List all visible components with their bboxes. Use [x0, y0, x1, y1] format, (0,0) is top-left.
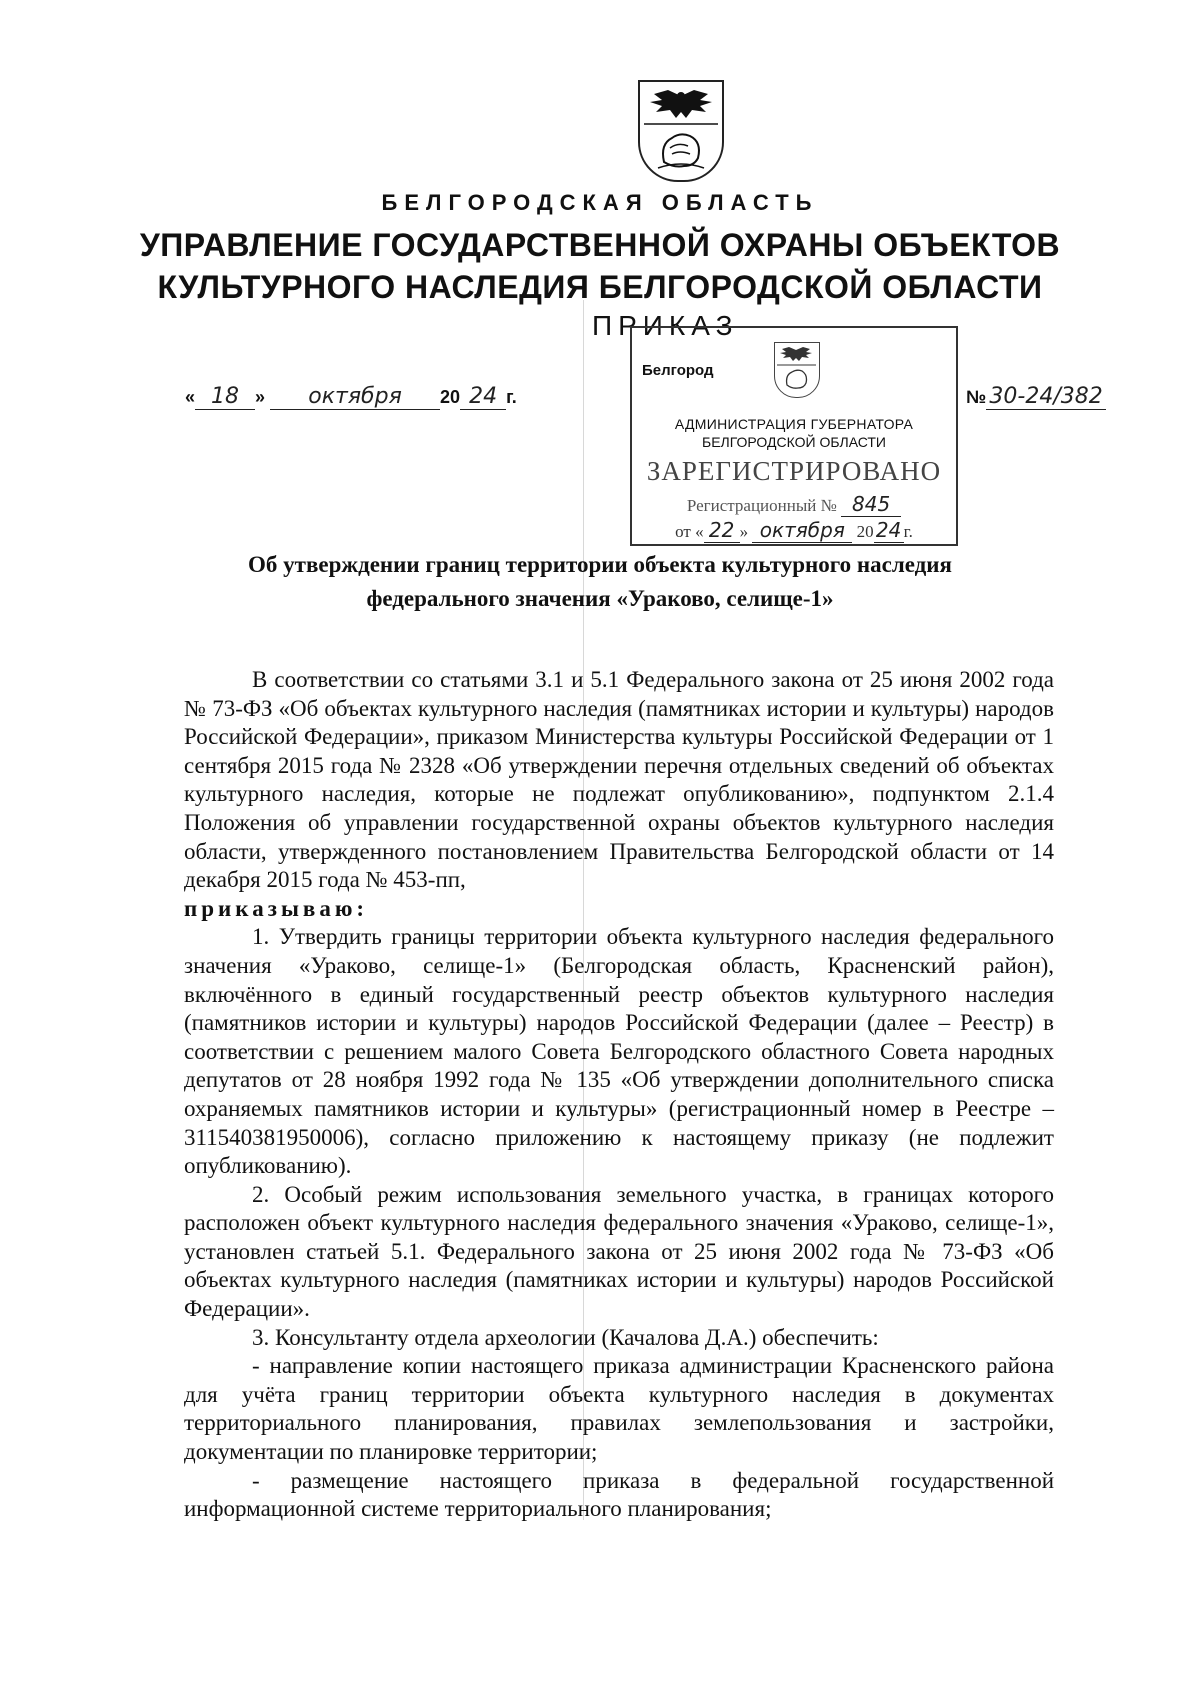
order-year: 24 [460, 384, 506, 410]
stamp-registered: ЗАРЕГИСТРИРОВАНО [646, 456, 942, 486]
item-3-a: - направление копии настоящего приказа администрации Красненского района для учёта границ территории объекта культурного наследия в документах территориального планирования, правилах землепользования и застройки, документации по планировке территории; [184, 1353, 1054, 1465]
intro-paragraph: В соответствии со статьями 3.1 и 5.1 Федерального закона от 25 июня 2002 года № 73-ФЗ «Об объектах культурного наследия (памятниках истории и культуры) народов Российской Федерации», приказом Министерства культуры Российской Федерации от 1 сентября 2015 года № 2328 «Об утверждении перечня отдельных сведений об объектах культурного наследия, которые не подлежат опубликованию», подпунктом 2.1.4 Положения об управлении государственной охраны объектов культурного наследия области, утвержденного постановлением Правительства Белгородской области от 14 декабря 2015 года № 453-пп, [184, 667, 1054, 893]
coat-of-arms-icon [638, 80, 724, 182]
document-body [184, 666, 1054, 1524]
document-title [0, 548, 1200, 616]
stamp-reg-month: октября [752, 518, 852, 543]
region-name: БЕЛГОРОДСКАЯ ОБЛАСТЬ [381, 190, 819, 215]
stamp-reg-date-line: от « 22 » октября 20 24 г. [675, 518, 913, 542]
authority-line-2: КУЛЬТУРНОГО НАСЛЕДИЯ БЕЛГОРОДСКОЙ ОБЛАСТИ [157, 269, 1043, 305]
registration-stamp [630, 326, 958, 546]
order-month: октября [270, 384, 440, 410]
stamp-emblem-icon [774, 342, 820, 398]
order-title: ПРИКАЗ [592, 310, 739, 341]
stamp-org-line-2: БЕЛГОРОДСКОЙ ОБЛАСТИ [702, 434, 886, 450]
authority-name [0, 224, 1200, 308]
document-title-line-2: федерального значения «Ураково, селище-1» [366, 586, 834, 611]
order-verb: приказываю: [184, 895, 369, 921]
document-title-line-1: Об утверждении границ территории объекта культурного наследия [248, 552, 952, 577]
stamp-reg-number-line: Регистрационный № 845 [632, 492, 956, 517]
order-day: 18 [195, 384, 255, 410]
item-3: 3. Консультанту отдела археологии (Качалова Д.А.) обеспечить: [252, 1324, 879, 1350]
order-number-value: 30-24/382 [986, 384, 1106, 410]
item-3-b: - размещение настоящего приказа в федеральной государственной информационной системе территориального планирования; [184, 1467, 1054, 1522]
item-2: 2. Особый режим использования земельного участка, в границах которого расположен объект культурного наследия федерального значения «Ураково, селище-1», установлен статьей 5.1. Федерального закона от 25 июня 2002 года № 73-ФЗ «Об объектах культурного наследия (памятниках истории и культуры) народов Российской Федерации». [184, 1181, 1054, 1322]
stamp-city: Белгород [642, 362, 714, 379]
order-number: № 30-24/382 [966, 384, 1106, 410]
stamp-org-line-1: АДМИНИСТРАЦИЯ ГУБЕРНАТОРА [674, 416, 914, 432]
order-date: « 18 » октября 20 24 г. [185, 384, 517, 409]
stamp-reg-year: 24 [874, 518, 904, 543]
item-1: 1. Утвердить границы территории объекта культурного наследия федерального значения «Ураково, селище-1» (Белгородская область, Красненский район), включённого в единый государственный реестр объектов культурного наследия (памятников истории и культуры) народов Российской Федерации (далее – Реестр) в соответствии с решением малого Совета Белгородского областного Совета народных депутатов от 28 ноября 1992 года № 135 «Об утверждении дополнительного списка охраняемых памятников истории и культуры» (регистрационный номер в Реестре – 311540381950006), согласно приложению к настоящему приказу (не подлежит опубликованию). [184, 924, 1054, 1179]
stamp-reg-number: 845 [841, 492, 901, 517]
authority-line-1: УПРАВЛЕНИЕ ГОСУДАРСТВЕННОЙ ОХРАНЫ ОБЪЕКТОВ [139, 227, 1061, 263]
stamp-reg-day: 22 [704, 518, 740, 543]
